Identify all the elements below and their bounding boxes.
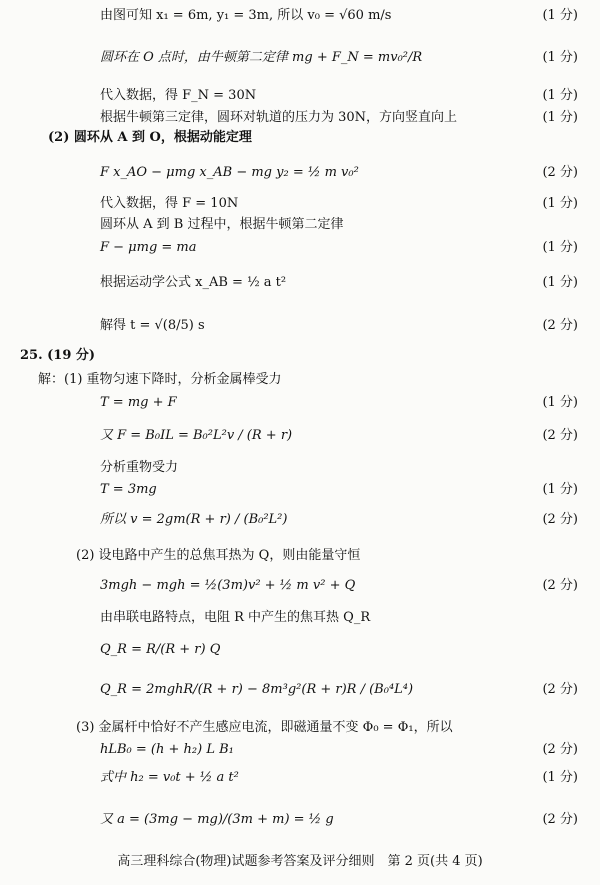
line-27-score: (2 分) [542, 812, 578, 827]
line-27-text: 又 a = (3mg − mg)/(3m + m) = ½ g [100, 812, 334, 827]
line-19-text: (2) 设电路中产生的总焦耳热为 Q，则由能量守恒 [76, 548, 361, 563]
line-16-text: 分析重物受力 [100, 460, 179, 475]
line-9-text: F − μmg = ma [100, 240, 197, 255]
line-3-score: (1 分) [542, 88, 578, 103]
line-26-text: 式中 h₂ = v₀t + ½ a t² [100, 770, 239, 785]
line-9-score: (1 分) [542, 240, 578, 255]
line-20-text: 3mgh − mgh = ½(3m)v² + ½ m v² + Q [100, 578, 356, 593]
line-6-text: F x_AO − μmg x_AB − mg y₂ = ½ m v₀² [100, 165, 359, 180]
line-7-score: (1 分) [542, 196, 578, 211]
line-12-text: 25. (19 分) [20, 348, 96, 363]
line-6-score: (2 分) [542, 165, 578, 180]
line-14-score: (1 分) [542, 395, 578, 410]
line-18-text: 所以 v = 2gm(R + r) / (B₀²L²) [100, 512, 288, 527]
line-15-score: (2 分) [542, 428, 578, 443]
line-25-score: (2 分) [542, 742, 578, 757]
page-footer: 高三理科综合(物理)试题参考答案及评分细则 第 2 页(共 4 页) [117, 854, 483, 869]
line-11-score: (2 分) [542, 318, 578, 333]
line-5-text: (2) 圆环从 A 到 O，根据动能定理 [48, 130, 252, 145]
line-10-text: 根据运动学公式 x_AB = ½ a t² [100, 275, 287, 290]
line-1-text: 由图可知 x₁ = 6m, y₁ = 3m, 所以 v₀ = √60 m/s [100, 8, 392, 23]
line-17-score: (1 分) [542, 482, 578, 497]
line-25-text: hLB₀ = (h + h₂) L B₁ [100, 742, 234, 757]
line-15-text: 又 F = B₀IL = B₀²L²v / (R + r) [100, 428, 293, 443]
line-7-text: 代入数据，得 F = 10N [100, 196, 239, 211]
line-3-text: 代入数据，得 F_N = 30N [100, 88, 257, 103]
line-4-score: (1 分) [542, 110, 578, 125]
line-4-text: 根据牛顿第三定律，圆环对轨道的压力为 30N，方向竖直向上 [100, 110, 458, 125]
line-22-text: Q_R = R/(R + r) Q [100, 642, 221, 657]
line-14-text: T = mg + F [100, 395, 177, 410]
line-2-score: (1 分) [542, 50, 578, 65]
line-20-score: (2 分) [542, 578, 578, 593]
line-26-score: (1 分) [542, 770, 578, 785]
line-17-text: T = 3mg [100, 482, 157, 497]
line-11-text: 解得 t = √(8/5) s [100, 318, 205, 333]
line-23-score: (2 分) [542, 682, 578, 697]
line-18-score: (2 分) [542, 512, 578, 527]
line-10-score: (1 分) [542, 275, 578, 290]
line-21-text: 由串联电路特点，电阻 R 中产生的焦耳热 Q_R [100, 610, 371, 625]
line-8-text: 圆环从 A 到 B 过程中，根据牛顿第二定律 [100, 217, 344, 232]
line-1-score: (1 分) [542, 8, 578, 23]
line-24-text: (3) 金属杆中恰好不产生感应电流，即磁通量不变 Φ₀ = Φ₁，所以 [76, 720, 453, 735]
line-2-text: 圆环在 O 点时，由牛顿第二定律 mg + F_N = mv₀²/R [100, 50, 423, 65]
line-23-text: Q_R = 2mghR/(R + r) − 8m³g²(R + r)R / (B₀⁴L⁴) [100, 682, 414, 697]
line-13-text: 解：(1) 重物匀速下降时，分析金属棒受力 [38, 372, 282, 387]
